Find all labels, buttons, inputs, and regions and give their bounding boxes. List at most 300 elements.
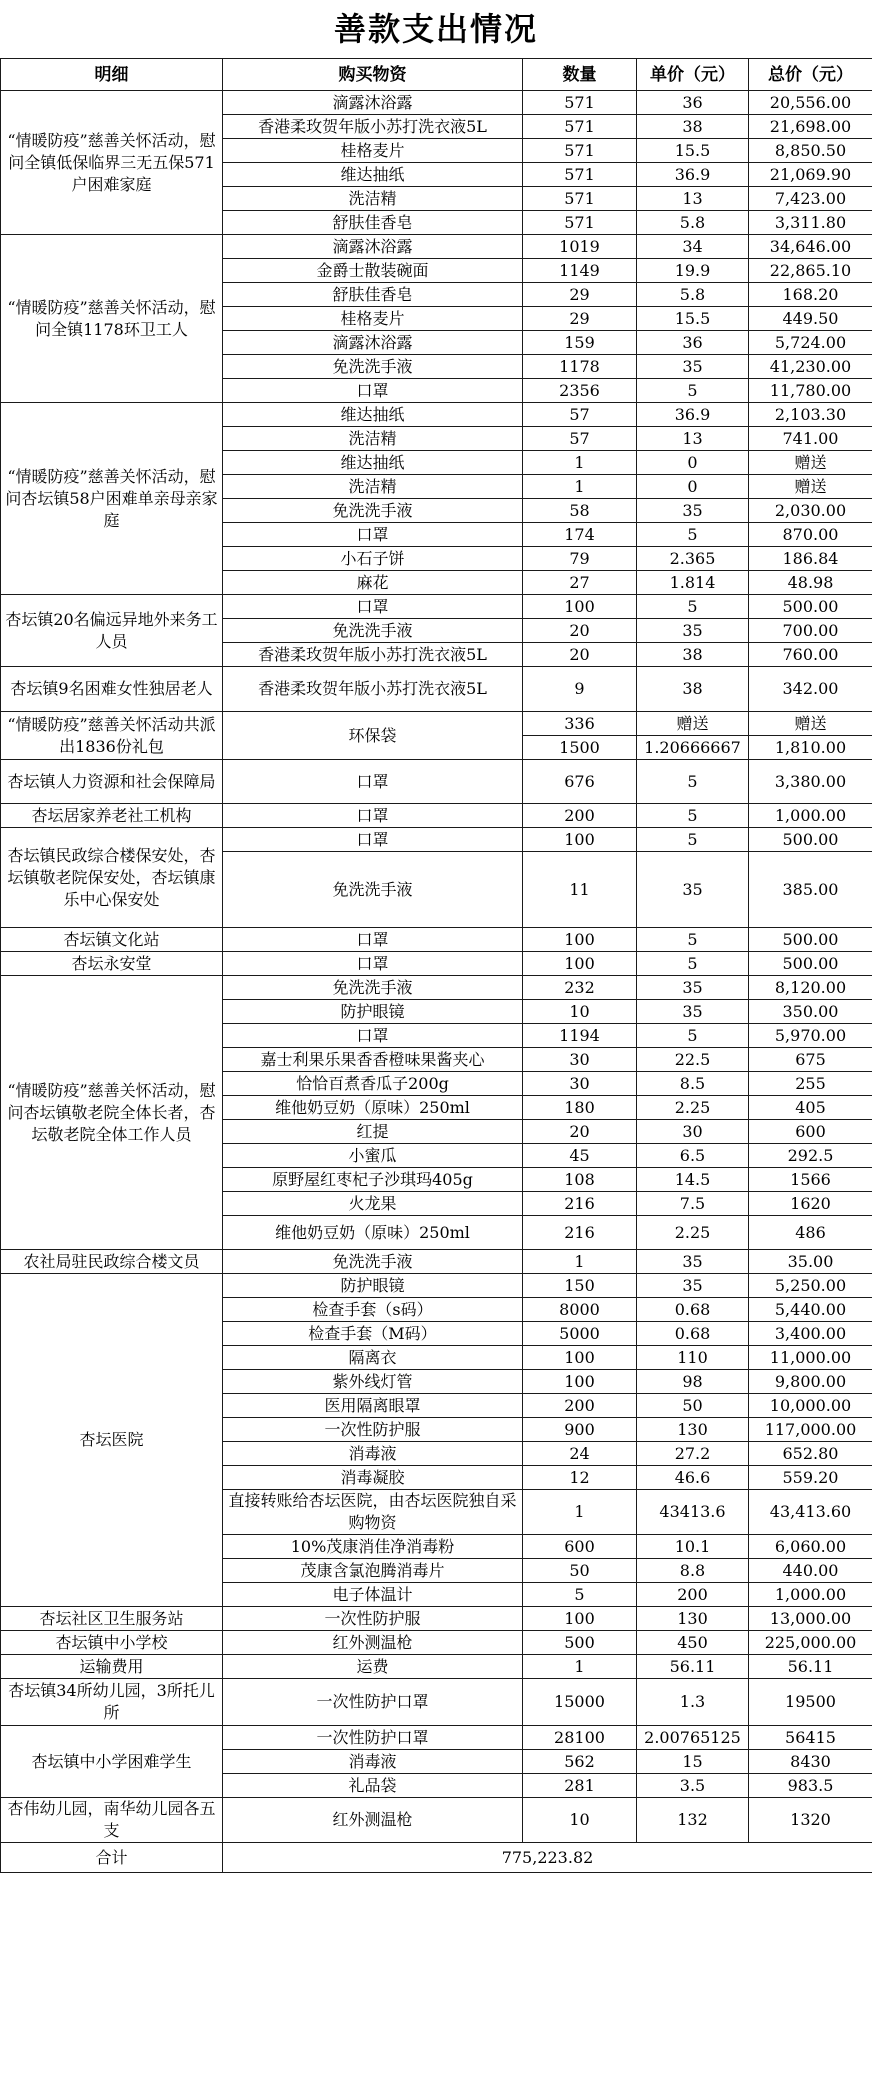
unit-price-cell: 27.2 xyxy=(637,1442,749,1466)
total-price-cell: 168.20 xyxy=(749,283,872,307)
item-cell: 免洗洗手液 xyxy=(223,499,523,523)
unit-price-cell: 1.3 xyxy=(637,1679,749,1726)
quantity-cell: 30 xyxy=(523,1072,637,1096)
unit-price-cell: 38 xyxy=(637,667,749,712)
item-cell: 消毒凝胶 xyxy=(223,1466,523,1490)
item-cell: 免洗洗手液 xyxy=(223,355,523,379)
quantity-cell: 29 xyxy=(523,307,637,331)
total-price-cell: 赠送 xyxy=(749,712,872,736)
unit-price-cell: 2.00765125 xyxy=(637,1726,749,1750)
quantity-cell: 1 xyxy=(523,1490,637,1535)
total-price-cell: 292.5 xyxy=(749,1144,872,1168)
unit-price-cell: 1.20666667 xyxy=(637,736,749,760)
total-price-cell: 225,000.00 xyxy=(749,1631,872,1655)
total-price-cell: 1566 xyxy=(749,1168,872,1192)
total-price-cell: 3,400.00 xyxy=(749,1322,872,1346)
quantity-cell: 20 xyxy=(523,619,637,643)
total-label: 合计 xyxy=(1,1843,223,1873)
quantity-cell: 562 xyxy=(523,1750,637,1774)
unit-price-cell: 35 xyxy=(637,976,749,1000)
item-cell: 恰恰百煮香瓜子200g xyxy=(223,1072,523,1096)
item-cell: 检查手套（M码） xyxy=(223,1322,523,1346)
unit-price-cell: 110 xyxy=(637,1346,749,1370)
item-cell: 桂格麦片 xyxy=(223,139,523,163)
item-cell: 洗洁精 xyxy=(223,427,523,451)
total-price-cell: 43,413.60 xyxy=(749,1490,872,1535)
total-price-cell: 741.00 xyxy=(749,427,872,451)
item-cell: 维达抽纸 xyxy=(223,451,523,475)
total-price-cell: 6,060.00 xyxy=(749,1535,872,1559)
quantity-cell: 50 xyxy=(523,1559,637,1583)
total-price-cell: 7,423.00 xyxy=(749,187,872,211)
unit-price-cell: 22.5 xyxy=(637,1048,749,1072)
quantity-cell: 1 xyxy=(523,451,637,475)
total-price-cell: 405 xyxy=(749,1096,872,1120)
item-cell: 紫外线灯管 xyxy=(223,1370,523,1394)
header-detail: 明细 xyxy=(1,59,223,91)
item-cell: 口罩 xyxy=(223,379,523,403)
table-row xyxy=(1,1798,872,1843)
quantity-cell: 571 xyxy=(523,115,637,139)
quantity-cell: 1194 xyxy=(523,1024,637,1048)
total-price-cell: 8,120.00 xyxy=(749,976,872,1000)
item-cell: 原野屋红枣杞子沙琪玛405g xyxy=(223,1168,523,1192)
total-price-cell: 1,810.00 xyxy=(749,736,872,760)
unit-price-cell: 0.68 xyxy=(637,1322,749,1346)
item-cell: 香港柔玫贺年版小苏打洗衣液5L xyxy=(223,115,523,139)
quantity-cell: 150 xyxy=(523,1274,637,1298)
unit-price-cell: 34 xyxy=(637,235,749,259)
quantity-cell: 1178 xyxy=(523,355,637,379)
total-price-cell: 760.00 xyxy=(749,643,872,667)
unit-price-cell: 14.5 xyxy=(637,1168,749,1192)
quantity-cell: 8000 xyxy=(523,1298,637,1322)
unit-price-cell: 38 xyxy=(637,643,749,667)
item-cell: 免洗洗手液 xyxy=(223,976,523,1000)
unit-price-cell: 13 xyxy=(637,427,749,451)
total-price-cell: 500.00 xyxy=(749,595,872,619)
quantity-cell: 100 xyxy=(523,952,637,976)
header-unit-price: 单价（元） xyxy=(637,59,749,91)
total-price-cell: 2,030.00 xyxy=(749,499,872,523)
item-cell: 红外测温枪 xyxy=(223,1631,523,1655)
total-price-cell: 11,780.00 xyxy=(749,379,872,403)
unit-price-cell: 5 xyxy=(637,379,749,403)
unit-price-cell: 5 xyxy=(637,828,749,852)
quantity-cell: 571 xyxy=(523,163,637,187)
unit-price-cell: 2.365 xyxy=(637,547,749,571)
total-price-cell: 5,440.00 xyxy=(749,1298,872,1322)
item-cell: 医用隔离眼罩 xyxy=(223,1394,523,1418)
table-row xyxy=(1,976,872,1000)
total-price-cell: 870.00 xyxy=(749,523,872,547)
unit-price-cell: 35 xyxy=(637,1000,749,1024)
unit-price-cell: 132 xyxy=(637,1798,749,1843)
header-total-price: 总价（元） xyxy=(749,59,872,91)
unit-price-cell: 15.5 xyxy=(637,307,749,331)
quantity-cell: 232 xyxy=(523,976,637,1000)
quantity-cell: 676 xyxy=(523,760,637,804)
item-cell: 口罩 xyxy=(223,952,523,976)
detail-cell: 杏坛镇9名困难女性独居老人 xyxy=(1,667,223,712)
unit-price-cell: 35 xyxy=(637,1250,749,1274)
item-cell: 礼品袋 xyxy=(223,1774,523,1798)
item-cell: 直接转账给杏坛医院，由杏坛医院独自采购物资 xyxy=(223,1490,523,1535)
unit-price-cell: 38 xyxy=(637,115,749,139)
total-value: 775,223.82 xyxy=(223,1843,872,1873)
unit-price-cell: 130 xyxy=(637,1418,749,1442)
table-row xyxy=(1,1631,872,1655)
unit-price-cell: 56.11 xyxy=(637,1655,749,1679)
quantity-cell: 100 xyxy=(523,928,637,952)
item-cell: 滴露沐浴露 xyxy=(223,331,523,355)
detail-cell: 杏坛镇中小学校 xyxy=(1,1631,223,1655)
total-price-cell: 1320 xyxy=(749,1798,872,1843)
unit-price-cell: 30 xyxy=(637,1120,749,1144)
item-cell: 火龙果 xyxy=(223,1192,523,1216)
item-cell: 口罩 xyxy=(223,804,523,828)
total-price-cell: 41,230.00 xyxy=(749,355,872,379)
item-cell: 一次性防护口罩 xyxy=(223,1679,523,1726)
item-cell: 一次性防护服 xyxy=(223,1418,523,1442)
detail-cell: 杏坛镇20名偏远异地外来务工人员 xyxy=(1,595,223,667)
table-row xyxy=(1,1726,872,1750)
quantity-cell: 28100 xyxy=(523,1726,637,1750)
detail-cell: 杏坛社区卫生服务站 xyxy=(1,1607,223,1631)
detail-cell: 杏坛镇34所幼儿园，3所托儿所 xyxy=(1,1679,223,1726)
quantity-cell: 11 xyxy=(523,852,637,928)
unit-price-cell: 5 xyxy=(637,804,749,828)
quantity-cell: 180 xyxy=(523,1096,637,1120)
item-cell: 舒肤佳香皂 xyxy=(223,283,523,307)
unit-price-cell: 0.68 xyxy=(637,1298,749,1322)
item-cell: 防护眼镜 xyxy=(223,1274,523,1298)
unit-price-cell: 35 xyxy=(637,499,749,523)
quantity-cell: 45 xyxy=(523,1144,637,1168)
quantity-cell: 571 xyxy=(523,91,637,115)
total-row xyxy=(1,1843,872,1873)
unit-price-cell: 50 xyxy=(637,1394,749,1418)
item-cell: 口罩 xyxy=(223,760,523,804)
table-body xyxy=(1,91,872,1843)
detail-cell: “情暖防疫”慈善关怀活动，慰问杏坛镇58户困难单亲母亲家庭 xyxy=(1,403,223,595)
item-cell: 免洗洗手液 xyxy=(223,852,523,928)
item-cell: 小蜜瓜 xyxy=(223,1144,523,1168)
item-cell: 防护眼镜 xyxy=(223,1000,523,1024)
unit-price-cell: 6.5 xyxy=(637,1144,749,1168)
item-cell: 红外测温枪 xyxy=(223,1798,523,1843)
quantity-cell: 174 xyxy=(523,523,637,547)
quantity-cell: 336 xyxy=(523,712,637,736)
item-cell: 嘉士利果乐果香香橙味果酱夹心 xyxy=(223,1048,523,1072)
quantity-cell: 100 xyxy=(523,1370,637,1394)
unit-price-cell: 8.8 xyxy=(637,1559,749,1583)
total-price-cell: 5,250.00 xyxy=(749,1274,872,1298)
unit-price-cell: 5 xyxy=(637,595,749,619)
detail-cell: 杏坛镇中小学困难学生 xyxy=(1,1726,223,1798)
table-row xyxy=(1,1250,872,1274)
unit-price-cell: 36.9 xyxy=(637,403,749,427)
header-quantity: 数量 xyxy=(523,59,637,91)
quantity-cell: 216 xyxy=(523,1192,637,1216)
unit-price-cell: 8.5 xyxy=(637,1072,749,1096)
total-price-cell: 10,000.00 xyxy=(749,1394,872,1418)
quantity-cell: 1 xyxy=(523,1250,637,1274)
unit-price-cell: 5.8 xyxy=(637,211,749,235)
item-cell: 香港柔玫贺年版小苏打洗衣液5L xyxy=(223,643,523,667)
total-price-cell: 34,646.00 xyxy=(749,235,872,259)
item-cell: 香港柔玫贺年版小苏打洗衣液5L xyxy=(223,667,523,712)
unit-price-cell: 98 xyxy=(637,1370,749,1394)
item-cell: 小石子饼 xyxy=(223,547,523,571)
item-cell: 红提 xyxy=(223,1120,523,1144)
table-row xyxy=(1,235,872,259)
detail-cell: “情暖防疫”慈善关怀活动，慰问杏坛镇敬老院全体长者，杏坛敬老院全体工作人员 xyxy=(1,976,223,1250)
quantity-cell: 9 xyxy=(523,667,637,712)
quantity-cell: 57 xyxy=(523,427,637,451)
total-price-cell: 1,000.00 xyxy=(749,1583,872,1607)
unit-price-cell: 450 xyxy=(637,1631,749,1655)
total-price-cell: 35.00 xyxy=(749,1250,872,1274)
quantity-cell: 58 xyxy=(523,499,637,523)
total-price-cell: 255 xyxy=(749,1072,872,1096)
item-cell: 金爵士散装碗面 xyxy=(223,259,523,283)
quantity-cell: 30 xyxy=(523,1048,637,1072)
total-price-cell: 9,800.00 xyxy=(749,1370,872,1394)
quantity-cell: 5000 xyxy=(523,1322,637,1346)
unit-price-cell: 130 xyxy=(637,1607,749,1631)
detail-cell: 杏坛镇文化站 xyxy=(1,928,223,952)
total-price-cell: 700.00 xyxy=(749,619,872,643)
total-price-cell: 赠送 xyxy=(749,475,872,499)
detail-cell: 农社局驻民政综合楼文员 xyxy=(1,1250,223,1274)
unit-price-cell: 5.8 xyxy=(637,283,749,307)
item-cell: 10%茂康消佳净消毒粉 xyxy=(223,1535,523,1559)
quantity-cell: 216 xyxy=(523,1216,637,1250)
item-cell: 口罩 xyxy=(223,828,523,852)
unit-price-cell: 35 xyxy=(637,852,749,928)
table-row xyxy=(1,1655,872,1679)
quantity-cell: 24 xyxy=(523,1442,637,1466)
quantity-cell: 20 xyxy=(523,1120,637,1144)
quantity-cell: 200 xyxy=(523,1394,637,1418)
item-cell: 洗洁精 xyxy=(223,187,523,211)
total-price-cell: 652.80 xyxy=(749,1442,872,1466)
total-price-cell: 342.00 xyxy=(749,667,872,712)
total-price-cell: 449.50 xyxy=(749,307,872,331)
total-price-cell: 2,103.30 xyxy=(749,403,872,427)
total-price-cell: 56415 xyxy=(749,1726,872,1750)
detail-cell: 杏坛镇民政综合楼保安处，杏坛镇敬老院保安处，杏坛镇康乐中心保安处 xyxy=(1,828,223,928)
item-cell: 茂康含氯泡腾消毒片 xyxy=(223,1559,523,1583)
quantity-cell: 100 xyxy=(523,828,637,852)
unit-price-cell: 43413.6 xyxy=(637,1490,749,1535)
item-cell: 口罩 xyxy=(223,928,523,952)
unit-price-cell: 5 xyxy=(637,952,749,976)
total-price-cell: 5,724.00 xyxy=(749,331,872,355)
item-cell: 一次性防护服 xyxy=(223,1607,523,1631)
detail-cell: “情暖防疫”慈善关怀活动，慰问全镇1178环卫工人 xyxy=(1,235,223,403)
item-cell: 一次性防护口罩 xyxy=(223,1726,523,1750)
quantity-cell: 571 xyxy=(523,187,637,211)
quantity-cell: 1 xyxy=(523,475,637,499)
quantity-cell: 1 xyxy=(523,1655,637,1679)
unit-price-cell: 2.25 xyxy=(637,1096,749,1120)
total-price-cell: 983.5 xyxy=(749,1774,872,1798)
total-price-cell: 3,380.00 xyxy=(749,760,872,804)
unit-price-cell: 5 xyxy=(637,523,749,547)
table-row xyxy=(1,928,872,952)
table-row xyxy=(1,403,872,427)
unit-price-cell: 0 xyxy=(637,451,749,475)
item-cell: 口罩 xyxy=(223,523,523,547)
unit-price-cell: 35 xyxy=(637,1274,749,1298)
quantity-cell: 57 xyxy=(523,403,637,427)
total-price-cell: 486 xyxy=(749,1216,872,1250)
item-cell: 消毒液 xyxy=(223,1442,523,1466)
total-price-cell: 56.11 xyxy=(749,1655,872,1679)
quantity-cell: 100 xyxy=(523,1607,637,1631)
item-cell: 运费 xyxy=(223,1655,523,1679)
item-cell: 舒肤佳香皂 xyxy=(223,211,523,235)
unit-price-cell: 19.9 xyxy=(637,259,749,283)
quantity-cell: 10 xyxy=(523,1798,637,1843)
total-price-cell: 600 xyxy=(749,1120,872,1144)
total-price-cell: 21,069.90 xyxy=(749,163,872,187)
unit-price-cell: 200 xyxy=(637,1583,749,1607)
detail-cell: 杏坛居家养老社工机构 xyxy=(1,804,223,828)
quantity-cell: 571 xyxy=(523,139,637,163)
item-cell: 桂格麦片 xyxy=(223,307,523,331)
total-price-cell: 48.98 xyxy=(749,571,872,595)
unit-price-cell: 0 xyxy=(637,475,749,499)
detail-cell: “情暖防疫”慈善关怀活动，慰问全镇低保临界三无五保571户困难家庭 xyxy=(1,91,223,235)
total-price-cell: 11,000.00 xyxy=(749,1346,872,1370)
detail-cell: 杏坛永安堂 xyxy=(1,952,223,976)
unit-price-cell: 46.6 xyxy=(637,1466,749,1490)
quantity-cell: 108 xyxy=(523,1168,637,1192)
unit-price-cell: 5 xyxy=(637,760,749,804)
expense-table xyxy=(0,58,872,1873)
quantity-cell: 571 xyxy=(523,211,637,235)
unit-price-cell: 36.9 xyxy=(637,163,749,187)
total-price-cell: 8,850.50 xyxy=(749,139,872,163)
item-cell: 洗洁精 xyxy=(223,475,523,499)
item-cell: 维达抽纸 xyxy=(223,163,523,187)
total-price-cell: 500.00 xyxy=(749,952,872,976)
table-row xyxy=(1,91,872,115)
total-price-cell: 117,000.00 xyxy=(749,1418,872,1442)
quantity-cell: 600 xyxy=(523,1535,637,1559)
item-cell: 口罩 xyxy=(223,1024,523,1048)
unit-price-cell: 赠送 xyxy=(637,712,749,736)
quantity-cell: 100 xyxy=(523,1346,637,1370)
item-cell: 维达抽纸 xyxy=(223,403,523,427)
table-row xyxy=(1,712,872,736)
item-cell: 滴露沐浴露 xyxy=(223,91,523,115)
table-row xyxy=(1,952,872,976)
unit-price-cell: 5 xyxy=(637,1024,749,1048)
unit-price-cell: 15 xyxy=(637,1750,749,1774)
table-row xyxy=(1,1274,872,1298)
table-row xyxy=(1,667,872,712)
quantity-cell: 500 xyxy=(523,1631,637,1655)
unit-price-cell: 36 xyxy=(637,91,749,115)
detail-cell: “情暖防疫”慈善关怀活动共派出1836份礼包 xyxy=(1,712,223,760)
table-row xyxy=(1,595,872,619)
unit-price-cell: 3.5 xyxy=(637,1774,749,1798)
total-price-cell: 赠送 xyxy=(749,451,872,475)
quantity-cell: 10 xyxy=(523,1000,637,1024)
total-price-cell: 13,000.00 xyxy=(749,1607,872,1631)
quantity-cell: 281 xyxy=(523,1774,637,1798)
item-cell: 电子体温计 xyxy=(223,1583,523,1607)
item-cell: 维他奶豆奶（原味）250ml xyxy=(223,1216,523,1250)
table-row xyxy=(1,828,872,852)
quantity-cell: 79 xyxy=(523,547,637,571)
total-price-cell: 186.84 xyxy=(749,547,872,571)
unit-price-cell: 1.814 xyxy=(637,571,749,595)
unit-price-cell: 36 xyxy=(637,331,749,355)
detail-cell: 杏坛医院 xyxy=(1,1274,223,1607)
total-price-cell: 3,311.80 xyxy=(749,211,872,235)
total-price-cell: 675 xyxy=(749,1048,872,1072)
table-row xyxy=(1,760,872,804)
unit-price-cell: 13 xyxy=(637,187,749,211)
header-item: 购买物资 xyxy=(223,59,523,91)
unit-price-cell: 7.5 xyxy=(637,1192,749,1216)
item-cell: 检查手套（s码） xyxy=(223,1298,523,1322)
item-cell: 免洗洗手液 xyxy=(223,619,523,643)
quantity-cell: 900 xyxy=(523,1418,637,1442)
total-price-cell: 350.00 xyxy=(749,1000,872,1024)
detail-cell: 杏坛镇人力资源和社会保障局 xyxy=(1,760,223,804)
table-row xyxy=(1,1679,872,1726)
total-price-cell: 440.00 xyxy=(749,1559,872,1583)
page-title: 善款支出情况 xyxy=(333,10,538,48)
total-price-cell: 5,970.00 xyxy=(749,1024,872,1048)
item-cell: 麻花 xyxy=(223,571,523,595)
quantity-cell: 29 xyxy=(523,283,637,307)
quantity-cell: 20 xyxy=(523,643,637,667)
detail-cell: 杏伟幼儿园，南华幼儿园各五支 xyxy=(1,1798,223,1843)
total-price-cell: 8430 xyxy=(749,1750,872,1774)
unit-price-cell: 15.5 xyxy=(637,139,749,163)
quantity-cell: 1500 xyxy=(523,736,637,760)
total-price-cell: 559.20 xyxy=(749,1466,872,1490)
quantity-cell: 5 xyxy=(523,1583,637,1607)
item-cell: 隔离衣 xyxy=(223,1346,523,1370)
item-cell: 维他奶豆奶（原味）250ml xyxy=(223,1096,523,1120)
item-cell: 免洗洗手液 xyxy=(223,1250,523,1274)
quantity-cell: 159 xyxy=(523,331,637,355)
unit-price-cell: 2.25 xyxy=(637,1216,749,1250)
table-row xyxy=(1,1607,872,1631)
total-price-cell: 500.00 xyxy=(749,828,872,852)
total-price-cell: 385.00 xyxy=(749,852,872,928)
total-price-cell: 19500 xyxy=(749,1679,872,1726)
total-price-cell: 1620 xyxy=(749,1192,872,1216)
quantity-cell: 100 xyxy=(523,595,637,619)
item-cell: 消毒液 xyxy=(223,1750,523,1774)
unit-price-cell: 35 xyxy=(637,619,749,643)
total-price-cell: 20,556.00 xyxy=(749,91,872,115)
quantity-cell: 1019 xyxy=(523,235,637,259)
item-cell: 口罩 xyxy=(223,595,523,619)
item-cell: 滴露沐浴露 xyxy=(223,235,523,259)
quantity-cell: 12 xyxy=(523,1466,637,1490)
quantity-cell: 1149 xyxy=(523,259,637,283)
